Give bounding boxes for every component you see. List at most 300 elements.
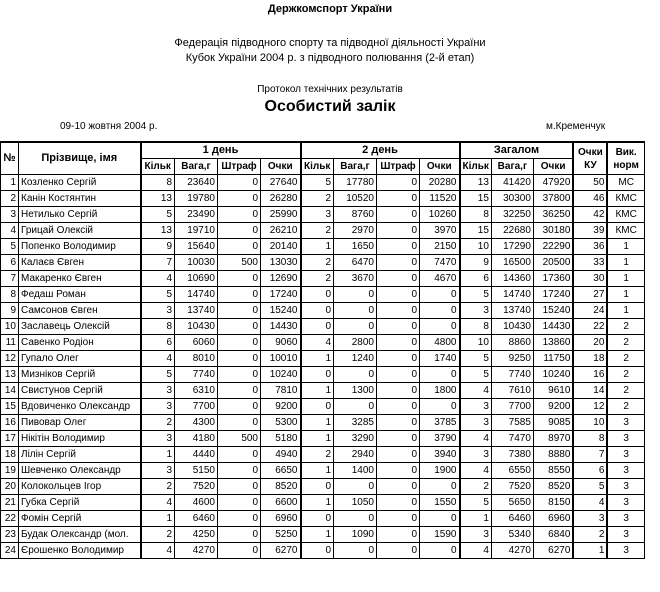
cell-day2-count: 0 — [301, 543, 334, 559]
cell-day2-points: 20280 — [420, 175, 460, 191]
cell-day1-weight: 8010 — [175, 351, 218, 367]
table-row — [1, 351, 645, 367]
cell-points-ku: 10 — [573, 415, 607, 431]
cell-total-weight: 13740 — [491, 303, 533, 319]
cell-total-weight: 6550 — [491, 463, 533, 479]
cell-day1-weight: 6310 — [175, 383, 218, 399]
cell-name: Попенко Володимир — [19, 239, 141, 255]
col-day1-weight: Вага,г — [175, 159, 218, 175]
cell-rank: 18 — [1, 447, 19, 463]
cell-day2-points: 0 — [420, 511, 460, 527]
cell-norm: КМС — [607, 191, 644, 207]
cell-day2-penalty: 0 — [377, 447, 420, 463]
table-row — [1, 319, 645, 335]
cell-day2-penalty: 0 — [377, 271, 420, 287]
cell-day1-weight: 4600 — [175, 495, 218, 511]
cell-rank: 15 — [1, 399, 19, 415]
cell-day2-weight: 0 — [334, 399, 377, 415]
cell-day2-penalty: 0 — [377, 335, 420, 351]
cell-rank: 17 — [1, 431, 19, 447]
cell-norm: МС — [607, 175, 644, 191]
cell-total-weight: 9250 — [491, 351, 533, 367]
cell-day1-count: 3 — [141, 303, 175, 319]
cell-day1-weight: 15640 — [175, 239, 218, 255]
cell-day2-count: 0 — [301, 319, 334, 335]
table-row — [1, 495, 645, 511]
table-row — [1, 511, 645, 527]
table-row — [1, 191, 645, 207]
cell-rank: 5 — [1, 239, 19, 255]
cell-total-weight: 7700 — [491, 399, 533, 415]
cell-total-points: 9200 — [533, 399, 573, 415]
cell-day1-points: 20140 — [261, 239, 301, 255]
cell-day1-penalty: 0 — [218, 463, 261, 479]
cell-day1-count: 13 — [141, 223, 175, 239]
cell-rank: 16 — [1, 415, 19, 431]
cell-total-points: 36250 — [533, 207, 573, 223]
cell-total-count: 4 — [460, 431, 492, 447]
cell-day1-points: 26210 — [261, 223, 301, 239]
cell-total-count: 5 — [460, 495, 492, 511]
col-day1: 1 день — [141, 142, 301, 159]
cell-day2-count: 2 — [301, 271, 334, 287]
cell-rank: 6 — [1, 255, 19, 271]
cell-day1-points: 9200 — [261, 399, 301, 415]
cell-total-weight: 8860 — [491, 335, 533, 351]
cell-day1-points: 10010 — [261, 351, 301, 367]
cell-day1-points: 17240 — [261, 287, 301, 303]
cell-day1-weight: 4180 — [175, 431, 218, 447]
cell-day1-count: 3 — [141, 399, 175, 415]
cell-day2-points: 3970 — [420, 223, 460, 239]
cell-day1-penalty: 0 — [218, 223, 261, 239]
cell-day2-count: 0 — [301, 399, 334, 415]
cell-points-ku: 12 — [573, 399, 607, 415]
cell-day2-points: 1590 — [420, 527, 460, 543]
cell-name: Нікітін Володимир — [19, 431, 141, 447]
cell-day2-count: 0 — [301, 303, 334, 319]
cell-points-ku: 39 — [573, 223, 607, 239]
cell-day1-weight: 23640 — [175, 175, 218, 191]
cell-norm: 3 — [607, 447, 644, 463]
cell-day2-weight: 2800 — [334, 335, 377, 351]
cell-total-weight: 7740 — [491, 367, 533, 383]
cell-day2-count: 3 — [301, 207, 334, 223]
cell-total-points: 37800 — [533, 191, 573, 207]
cell-day2-weight: 3290 — [334, 431, 377, 447]
cell-day2-points: 1900 — [420, 463, 460, 479]
cell-day1-count: 5 — [141, 367, 175, 383]
table-row — [1, 415, 645, 431]
cell-norm: 1 — [607, 303, 644, 319]
results-table — [0, 141, 645, 559]
cell-day2-points: 1550 — [420, 495, 460, 511]
cell-day1-points: 13030 — [261, 255, 301, 271]
table-row — [1, 335, 645, 351]
cell-points-ku: 50 — [573, 175, 607, 191]
cell-name: Вдовиченко Олександр — [19, 399, 141, 415]
col-day1-points: Очки — [261, 159, 301, 175]
cell-day2-count: 0 — [301, 511, 334, 527]
cell-name: Грицай Олексій — [19, 223, 141, 239]
page-title: Особистий залік — [264, 98, 396, 115]
cell-day1-count: 1 — [141, 511, 175, 527]
cell-day2-count: 1 — [301, 351, 334, 367]
event-city: м.Кременчук — [546, 121, 606, 132]
cell-total-points: 9610 — [533, 383, 573, 399]
cell-day1-count: 2 — [141, 415, 175, 431]
cell-day1-penalty: 0 — [218, 191, 261, 207]
cell-points-ku: 4 — [573, 495, 607, 511]
cell-total-weight: 14740 — [491, 287, 533, 303]
cell-day1-penalty: 0 — [218, 543, 261, 559]
cell-day1-count: 13 — [141, 191, 175, 207]
col-day2-count: Кільк — [301, 159, 334, 175]
col-day2-weight: Вага,г — [334, 159, 377, 175]
cell-day2-count: 1 — [301, 495, 334, 511]
cell-points-ku: 2 — [573, 527, 607, 543]
cell-day1-weight: 6460 — [175, 511, 218, 527]
cell-total-points: 6270 — [533, 543, 573, 559]
cell-name: Будак Олександр (мол. — [19, 527, 141, 543]
cell-day2-count: 1 — [301, 431, 334, 447]
cell-rank: 19 — [1, 463, 19, 479]
cell-day1-points: 6960 — [261, 511, 301, 527]
cell-total-count: 15 — [460, 191, 492, 207]
cell-day2-count: 2 — [301, 191, 334, 207]
cell-day1-points: 5300 — [261, 415, 301, 431]
cell-day2-weight: 0 — [334, 287, 377, 303]
cell-day2-points: 0 — [420, 367, 460, 383]
cell-total-count: 8 — [460, 319, 492, 335]
cell-total-weight: 7470 — [491, 431, 533, 447]
cell-day1-penalty: 0 — [218, 271, 261, 287]
cell-norm: 3 — [607, 431, 644, 447]
cell-total-points: 13860 — [533, 335, 573, 351]
cell-day1-count: 4 — [141, 543, 175, 559]
cell-total-weight: 10430 — [491, 319, 533, 335]
cell-day1-weight: 10430 — [175, 319, 218, 335]
cell-day2-points: 0 — [420, 303, 460, 319]
cell-day2-penalty: 0 — [377, 303, 420, 319]
cell-day1-points: 15240 — [261, 303, 301, 319]
cell-day1-penalty: 0 — [218, 351, 261, 367]
cell-day1-penalty: 0 — [218, 319, 261, 335]
cell-day1-penalty: 0 — [218, 239, 261, 255]
cell-day1-points: 8520 — [261, 479, 301, 495]
cell-norm: 3 — [607, 479, 644, 495]
cell-name: Самсонов Євген — [19, 303, 141, 319]
cell-day1-count: 4 — [141, 351, 175, 367]
cell-norm: 3 — [607, 495, 644, 511]
cell-day2-points: 3940 — [420, 447, 460, 463]
cell-day1-weight: 13740 — [175, 303, 218, 319]
table-row — [1, 447, 645, 463]
cell-points-ku: 5 — [573, 479, 607, 495]
cell-day1-count: 5 — [141, 207, 175, 223]
cell-day1-count: 8 — [141, 175, 175, 191]
cell-points-ku: 30 — [573, 271, 607, 287]
cell-total-weight: 41420 — [491, 175, 533, 191]
cell-day2-penalty: 0 — [377, 255, 420, 271]
cell-norm: 2 — [607, 399, 644, 415]
cell-day1-points: 4940 — [261, 447, 301, 463]
cell-rank: 11 — [1, 335, 19, 351]
cell-total-weight: 4270 — [491, 543, 533, 559]
cell-total-weight: 22680 — [491, 223, 533, 239]
cell-total-weight: 7380 — [491, 447, 533, 463]
col-total: Загалом — [460, 142, 574, 159]
cell-day1-penalty: 0 — [218, 207, 261, 223]
cell-norm: 3 — [607, 415, 644, 431]
table-row — [1, 207, 645, 223]
cell-points-ku: 7 — [573, 447, 607, 463]
cell-day2-count: 1 — [301, 415, 334, 431]
cell-day2-penalty: 0 — [377, 431, 420, 447]
cell-day1-weight: 23490 — [175, 207, 218, 223]
cell-name: Нетилько Сергій — [19, 207, 141, 223]
cell-day1-weight: 4440 — [175, 447, 218, 463]
cell-total-count: 3 — [460, 415, 492, 431]
cell-total-points: 8880 — [533, 447, 573, 463]
cell-day1-weight: 14740 — [175, 287, 218, 303]
cell-total-count: 6 — [460, 271, 492, 287]
cell-rank: 10 — [1, 319, 19, 335]
cell-total-count: 3 — [460, 303, 492, 319]
cell-day2-penalty: 0 — [377, 415, 420, 431]
cell-day1-points: 12690 — [261, 271, 301, 287]
cell-norm: 3 — [607, 543, 644, 559]
table-row — [1, 271, 645, 287]
cell-day1-weight: 10030 — [175, 255, 218, 271]
cell-points-ku: 27 — [573, 287, 607, 303]
cell-points-ku: 18 — [573, 351, 607, 367]
cell-day2-weight: 3285 — [334, 415, 377, 431]
cell-day2-points: 0 — [420, 319, 460, 335]
cell-total-points: 9085 — [533, 415, 573, 431]
table-row — [1, 175, 645, 191]
cell-day2-penalty: 0 — [377, 543, 420, 559]
cell-day2-penalty: 0 — [377, 367, 420, 383]
table-row — [1, 479, 645, 495]
cell-day2-weight: 1050 — [334, 495, 377, 511]
cell-day2-weight: 17780 — [334, 175, 377, 191]
cell-day2-count: 2 — [301, 223, 334, 239]
cell-day2-points: 3790 — [420, 431, 460, 447]
cell-rank: 1 — [1, 175, 19, 191]
cell-rank: 13 — [1, 367, 19, 383]
cell-day2-points: 7470 — [420, 255, 460, 271]
cell-total-points: 6960 — [533, 511, 573, 527]
cell-day1-count: 3 — [141, 463, 175, 479]
cell-total-weight: 6460 — [491, 511, 533, 527]
cell-norm: 1 — [607, 287, 644, 303]
cell-day1-points: 25990 — [261, 207, 301, 223]
cell-day2-points: 11520 — [420, 191, 460, 207]
cell-rank: 14 — [1, 383, 19, 399]
cell-day2-count: 0 — [301, 287, 334, 303]
cell-day2-points: 1740 — [420, 351, 460, 367]
cell-name: Губка Сергій — [19, 495, 141, 511]
cell-day1-count: 6 — [141, 335, 175, 351]
cell-name: Федаш Роман — [19, 287, 141, 303]
cell-day1-points: 10240 — [261, 367, 301, 383]
cell-day2-count: 4 — [301, 335, 334, 351]
cell-points-ku: 24 — [573, 303, 607, 319]
cell-points-ku: 6 — [573, 463, 607, 479]
cell-total-points: 10240 — [533, 367, 573, 383]
cell-day2-penalty: 0 — [377, 495, 420, 511]
cell-norm: 2 — [607, 383, 644, 399]
cell-total-points: 8550 — [533, 463, 573, 479]
col-total-weight: Вага,г — [491, 159, 533, 175]
cell-day1-count: 1 — [141, 447, 175, 463]
cell-day1-penalty: 0 — [218, 367, 261, 383]
cell-day1-penalty: 0 — [218, 447, 261, 463]
cell-points-ku: 22 — [573, 319, 607, 335]
cell-day2-penalty: 0 — [377, 463, 420, 479]
cell-day2-weight: 0 — [334, 511, 377, 527]
table-row — [1, 431, 645, 447]
cell-norm: 2 — [607, 367, 644, 383]
col-name: Прізвище, імя — [19, 142, 141, 175]
cell-day2-count: 1 — [301, 527, 334, 543]
cell-day2-count: 0 — [301, 367, 334, 383]
col-points-ku: Очки КУ — [573, 142, 607, 175]
cell-total-weight: 30300 — [491, 191, 533, 207]
cell-day2-count: 0 — [301, 479, 334, 495]
col-total-points: Очки — [533, 159, 573, 175]
cell-rank: 2 — [1, 191, 19, 207]
cell-day2-weight: 0 — [334, 367, 377, 383]
cell-day2-weight: 1400 — [334, 463, 377, 479]
cell-rank: 3 — [1, 207, 19, 223]
cell-points-ku: 14 — [573, 383, 607, 399]
cell-day1-penalty: 0 — [218, 175, 261, 191]
cup-title: Кубок України 2004 р. з підводного полювання (2-й етап) — [185, 52, 475, 64]
cell-day2-weight: 3670 — [334, 271, 377, 287]
cell-day2-weight: 2970 — [334, 223, 377, 239]
table-row — [1, 383, 645, 399]
cell-total-weight: 16500 — [491, 255, 533, 271]
cell-total-points: 15240 — [533, 303, 573, 319]
cell-points-ku: 16 — [573, 367, 607, 383]
col-day2-penalty: Штраф — [377, 159, 420, 175]
cell-day1-weight: 19710 — [175, 223, 218, 239]
cell-day2-weight: 2940 — [334, 447, 377, 463]
cell-points-ku: 8 — [573, 431, 607, 447]
cell-norm: 1 — [607, 255, 644, 271]
cell-day2-count: 2 — [301, 255, 334, 271]
cell-points-ku: 46 — [573, 191, 607, 207]
cell-points-ku: 3 — [573, 511, 607, 527]
cell-total-count: 10 — [460, 239, 492, 255]
cell-day2-count: 1 — [301, 239, 334, 255]
cell-total-count: 4 — [460, 383, 492, 399]
cell-total-count: 5 — [460, 287, 492, 303]
cell-day2-penalty: 0 — [377, 191, 420, 207]
cell-norm: 3 — [607, 463, 644, 479]
cell-total-points: 30180 — [533, 223, 573, 239]
cell-day2-count: 1 — [301, 383, 334, 399]
cell-total-count: 4 — [460, 463, 492, 479]
table-row — [1, 255, 645, 271]
cell-total-count: 8 — [460, 207, 492, 223]
cell-points-ku: 33 — [573, 255, 607, 271]
cell-day2-penalty: 0 — [377, 223, 420, 239]
table-row — [1, 303, 645, 319]
table-row — [1, 239, 645, 255]
col-day1-penalty: Штраф — [218, 159, 261, 175]
cell-day1-points: 6600 — [261, 495, 301, 511]
cell-day2-points: 0 — [420, 399, 460, 415]
cell-name: Калаєв Євген — [19, 255, 141, 271]
col-norm: Вик. норм — [607, 142, 644, 175]
cell-total-points: 20500 — [533, 255, 573, 271]
cell-total-points: 6840 — [533, 527, 573, 543]
cell-day2-count: 2 — [301, 447, 334, 463]
cell-name: Канін Костянтин — [19, 191, 141, 207]
cell-total-points: 17360 — [533, 271, 573, 287]
cell-day1-points: 9060 — [261, 335, 301, 351]
cell-day2-weight: 8760 — [334, 207, 377, 223]
table-row — [1, 223, 645, 239]
cell-total-weight: 7585 — [491, 415, 533, 431]
cell-day1-points: 27640 — [261, 175, 301, 191]
cell-name: Шевченко Олександр — [19, 463, 141, 479]
table-row — [1, 463, 645, 479]
cell-rank: 20 — [1, 479, 19, 495]
cell-day2-penalty: 0 — [377, 207, 420, 223]
cell-total-count: 3 — [460, 447, 492, 463]
cell-total-weight: 17290 — [491, 239, 533, 255]
cell-day1-points: 26280 — [261, 191, 301, 207]
col-day2: 2 день — [301, 142, 460, 159]
cell-total-count: 15 — [460, 223, 492, 239]
cell-total-weight: 5650 — [491, 495, 533, 511]
cell-total-count: 9 — [460, 255, 492, 271]
cell-points-ku: 20 — [573, 335, 607, 351]
cell-total-points: 8150 — [533, 495, 573, 511]
cell-day2-penalty: 0 — [377, 239, 420, 255]
cell-day1-weight: 4300 — [175, 415, 218, 431]
table-row — [1, 543, 645, 559]
cell-norm: КМС — [607, 223, 644, 239]
cell-day1-penalty: 0 — [218, 399, 261, 415]
cell-day2-count: 1 — [301, 463, 334, 479]
cell-total-weight: 14360 — [491, 271, 533, 287]
cell-day2-weight: 1240 — [334, 351, 377, 367]
cell-total-weight: 32250 — [491, 207, 533, 223]
cell-day2-points: 2150 — [420, 239, 460, 255]
cell-day2-points: 0 — [420, 479, 460, 495]
cell-total-count: 3 — [460, 399, 492, 415]
cell-day1-weight: 10690 — [175, 271, 218, 287]
cell-name: Козленко Сергій — [19, 175, 141, 191]
protocol-label: Протокол технічних результатів — [257, 84, 403, 95]
cell-day2-penalty: 0 — [377, 175, 420, 191]
cell-day1-penalty: 0 — [218, 511, 261, 527]
cell-name: Заславець Олексій — [19, 319, 141, 335]
cell-day1-count: 3 — [141, 383, 175, 399]
cell-day1-penalty: 0 — [218, 495, 261, 511]
cell-rank: 4 — [1, 223, 19, 239]
cell-points-ku: 42 — [573, 207, 607, 223]
cell-day2-penalty: 0 — [377, 287, 420, 303]
cell-rank: 21 — [1, 495, 19, 511]
cell-rank: 8 — [1, 287, 19, 303]
cell-rank: 24 — [1, 543, 19, 559]
